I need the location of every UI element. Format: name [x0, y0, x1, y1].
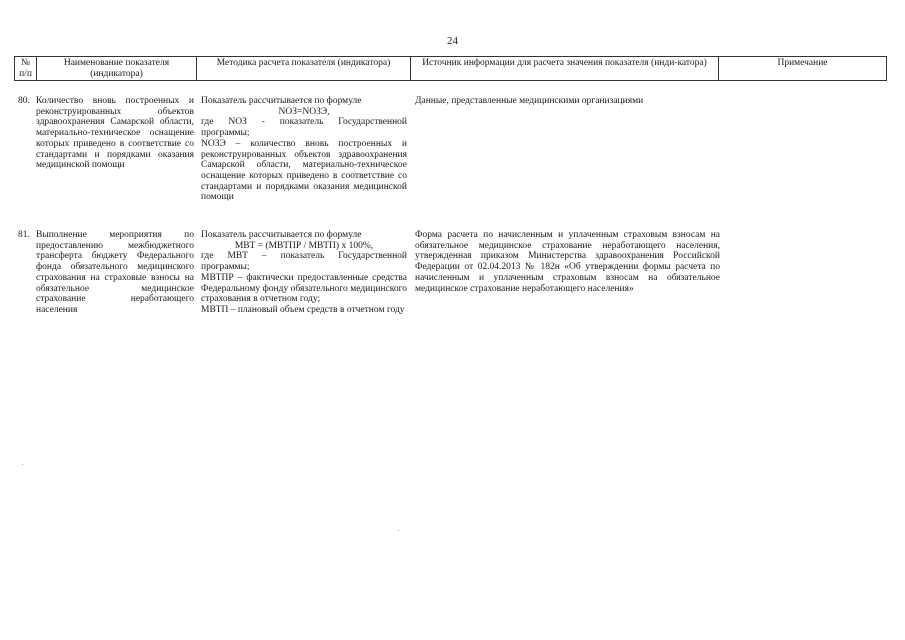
calculation-method: [201, 230, 407, 316]
header-source: Источник информации для расчета значения показателя (инди-катора): [411, 57, 719, 81]
method-line: NОЗЭ – количество вновь построенных и реконструированных объектов здравоохранения Самарской области, материально-техническое оснащение которых приведено в соответствие со стандартами и порядками оказания медицинской помощи: [201, 138, 407, 203]
method-line: где NОЗ - показатель Государственной программы;: [201, 117, 407, 139]
method-line: МВТПР – фактически предоставленные средства Федеральному фонду обязательного медицинского страхования в отчетном году;: [201, 272, 407, 305]
page-number: 24: [447, 35, 458, 47]
method-line: где МВТ – показатель Государственной программы;: [201, 251, 407, 273]
indicator-name: Выполнение мероприятия по предоставлению межбюджетного трансферта бюджету Федерального фонда обязательного медицинского страхования на страховые взносы на обязательное медицинское страхование неработающего населения: [36, 230, 194, 315]
calculation-method: [201, 96, 407, 203]
header-num: № п/п: [15, 57, 37, 81]
method-intro: Показатель рассчитывается по формуле: [201, 230, 362, 240]
scan-speck: [398, 530, 399, 531]
header-note: Примечание: [719, 57, 887, 81]
information-source: Данные, представленные медицинскими организациями: [415, 96, 644, 106]
header-name: Наименование показателя (индикатора): [37, 57, 197, 81]
row-number: 81.: [18, 230, 30, 240]
indicator-name: Количество вновь построенных и реконструированных объектов здравоохранения Самарской области, материально-техническое оснащение которых приведено в соответствие со стандартами и порядками оказания медицинской помощи: [36, 96, 194, 171]
header-row: [15, 57, 887, 81]
information-source: Форма расчета по начисленным и уплаченным страховым взносам на обязательное медицинское страхование неработающего населения, утвержденная приказом Министерства здравоохранения Российской Федерации от 02.04.2013 № 182н «Об утверждении формы расчета по начисленным и уплаченным страховым взносам на обязательное медицинское страхование неработающего населения»: [415, 230, 720, 294]
scan-speck: [22, 464, 23, 465]
method-line: МВТП – плановый объем средств в отчетном году: [201, 304, 405, 315]
header-method: Методика расчета показателя (индикатора): [197, 57, 411, 81]
table-header: [14, 56, 887, 81]
formula: МВТ = (МВТПР / МВТП) х 100%,: [234, 240, 374, 251]
row-number: 80.: [18, 96, 30, 106]
formula: NОЗ=NОЗЭ,: [278, 106, 330, 117]
method-intro: Показатель рассчитывается по формуле: [201, 96, 362, 106]
